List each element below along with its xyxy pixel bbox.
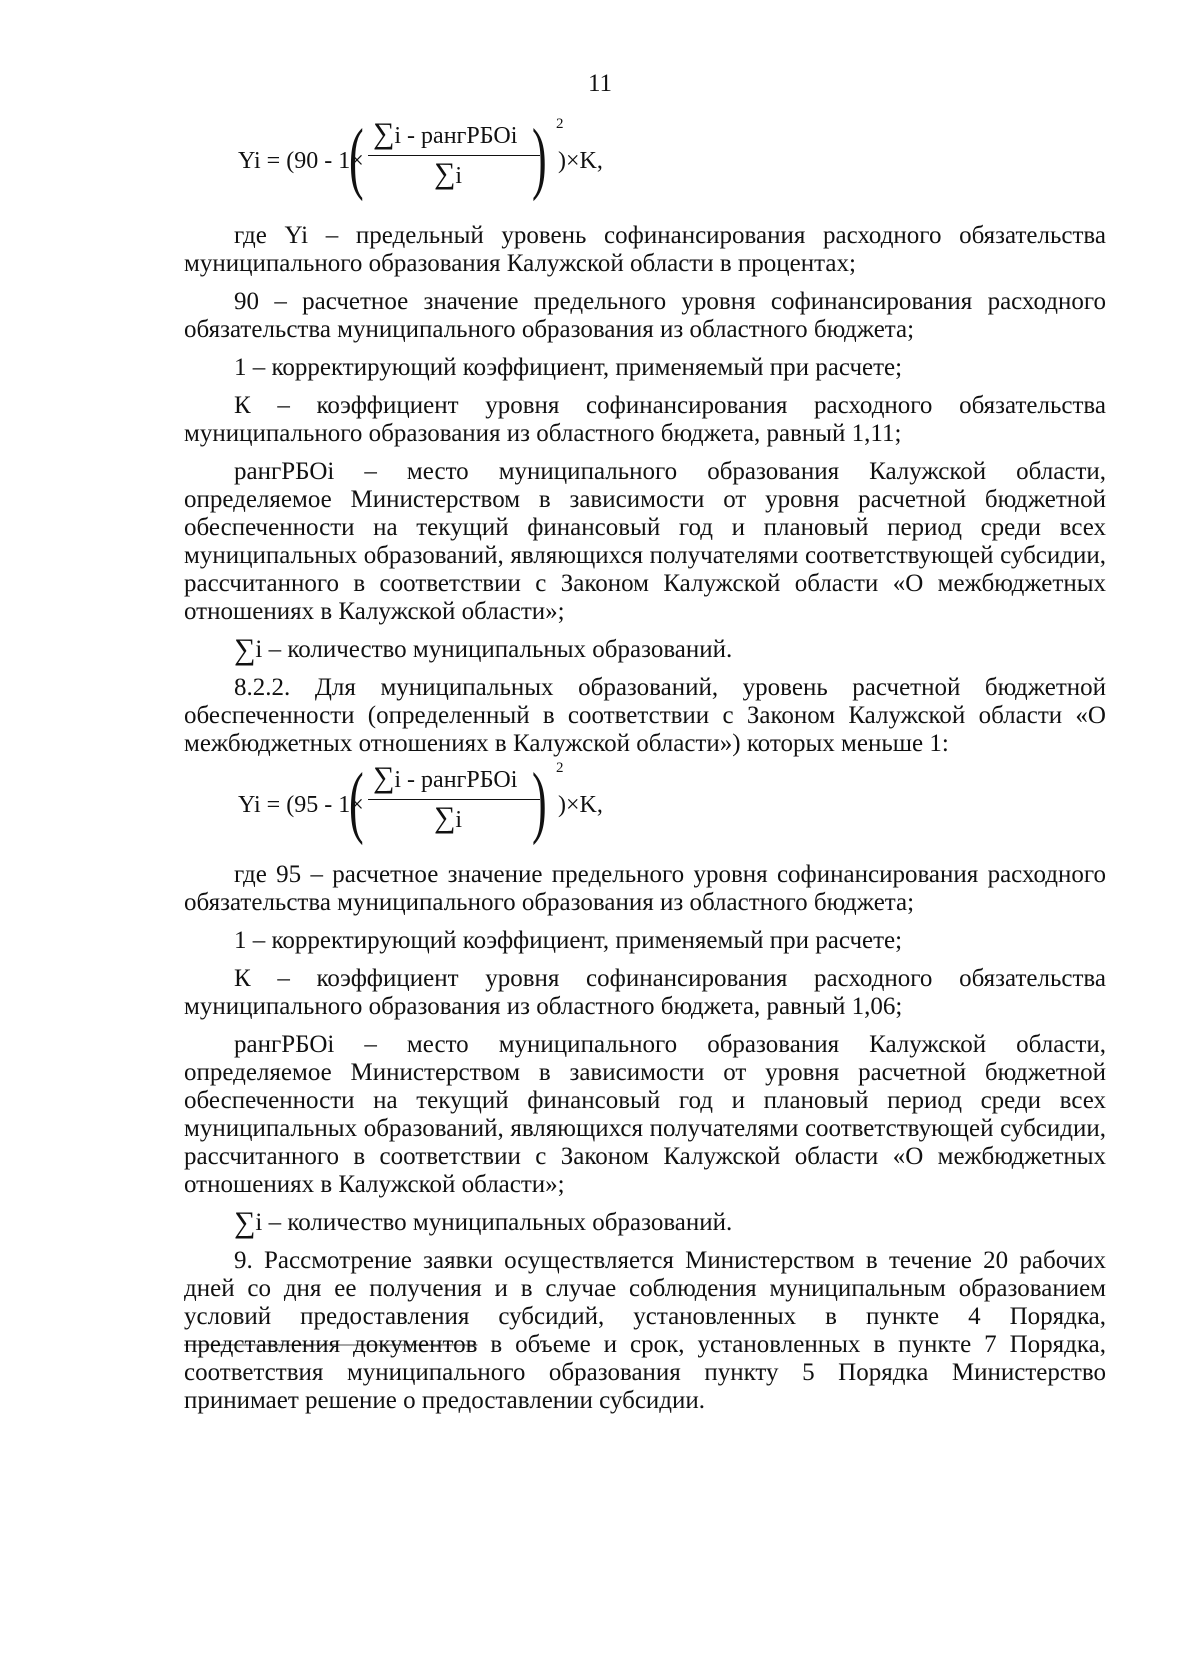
paragraph-yi-definition: где Yi – предельный уровень софинансирования расходного обязательства муниципального образования Калужской области в процентах; [184, 222, 1106, 277]
formula-1-left-paren: ( [349, 114, 364, 202]
paragraph-rank-definition: рангРБОi – место муниципального образования Калужской области, определяемое Министерством в зависимости от уровня расчетной бюджетной обеспеченности на текущий финансовый год и плановый период среди всех муниципальных образований, являющихся получателями соответствующей субсидии, рассчитанного в соответствии с Законом Калужской области «О межбюджетных отношениях в Калужской области»; [184, 458, 1106, 625]
block-2 [184, 861, 1106, 1415]
formula-2-lhs: Yi = (95 - 1× [238, 792, 364, 818]
formula-1-numerator: ∑i - рангРБОi [373, 117, 518, 150]
formula-2-left-paren: ( [349, 758, 364, 846]
formula-1-fraction-bar [368, 155, 540, 156]
paragraph-90-definition: 90 – расчетное значение предельного уровня софинансирования расходного обязательства муниципального образования из областного бюджета; [184, 288, 1106, 343]
paragraph-item-9: 9. Рассмотрение заявки осуществляется Министерством в течение 20 рабочих дней со дня ее получения и в случае соблюдения муниципальным образованием условий предоставления субсидий, установленных в пункте 4 Порядка, представления документов в объеме и срок, установленных в пункте 7 Порядка, соответствия муниципального образования пункту 5 Порядка Министерство принимает решение о предоставлении субсидии. [184, 1247, 1107, 1414]
formula-2-right-paren: ) [532, 758, 547, 846]
formula-1-denominator: ∑i [434, 157, 463, 190]
paragraph-k-coef: К – коэффициент уровня софинансирования расходного обязательства муниципального образования из областного бюджета, равный 1,11; [184, 392, 1106, 447]
paragraph-item-8-2-2: 8.2.2. Для муниципальных образований, уровень расчетной бюджетной обеспеченности (определенный в соответствии с Законом Калужской области «О межбюджетных отношениях в Калужской области») которых меньше 1: [184, 674, 1106, 757]
formula-2-rhs: )×K, [558, 792, 603, 818]
formula-1 [238, 114, 618, 208]
formula-2-denominator: ∑i [434, 801, 463, 834]
formula-1-right-paren: ) [532, 114, 547, 202]
formula-2-numerator: ∑i - рангРБОi [373, 761, 518, 794]
page-number: 11 [587, 70, 613, 97]
formula-2-exponent: 2 [556, 760, 564, 776]
paragraph-rank-definition-2: рангРБОi – место муниципального образования Калужской области, определяемое Министерством в зависимости от уровня расчетной бюджетной обеспеченности на текущий финансовый год и плановый период среди всех муниципальных образований, являющихся получателями соответствующей субсидии, рассчитанного в соответствии с Законом Калужской области «О межбюджетных отношениях в Калужской области»; [184, 1031, 1106, 1198]
paragraph-sum-definition-2: ∑i – количество муниципальных образований. [234, 1206, 733, 1239]
formula-2-fraction-bar [368, 799, 540, 800]
formula-1-exponent: 2 [556, 116, 564, 132]
formula-1-lhs: Yi = (90 - 1× [238, 148, 364, 174]
block-1 [184, 222, 1106, 758]
paragraph-k-coef-2: К – коэффициент уровня софинансирования расходного обязательства муниципального образования из областного бюджета, равный 1,06; [184, 965, 1106, 1020]
paragraph-correction-coef: 1 – корректирующий коэффициент, применяемый при расчете; [234, 354, 903, 381]
paragraph-95-definition: где 95 – расчетное значение предельного уровня софинансирования расходного обязательства муниципального образования из областного бюджета; [184, 861, 1106, 916]
paragraph-sum-definition: ∑i – количество муниципальных образований. [234, 633, 733, 666]
formula-1-rhs: )×K, [558, 148, 603, 174]
paragraph-correction-coef-2: 1 – корректирующий коэффициент, применяемый при расчете; [234, 927, 903, 954]
formula-2 [238, 758, 618, 852]
